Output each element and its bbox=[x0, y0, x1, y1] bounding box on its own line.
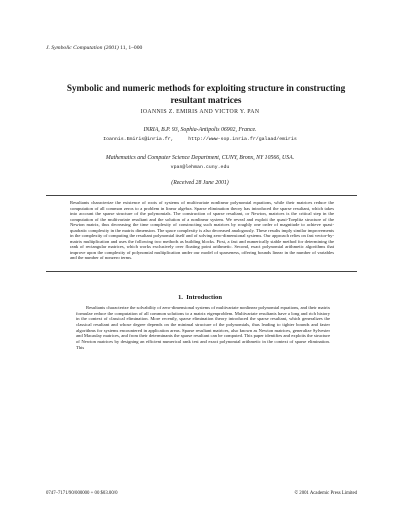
abstract-text: Resultants characterize the existence of roots of systems of multivariate nonlinear polynomial equations, while their matrices reduce the computation of all common zeros to a problem in linear algebra. Sparse elimination theory has introduced the sparse resultant, which takes into account the sparse structure of the polynomials. The construction of sparse resultant, or Newton, matrices is the critical step in the computation of the multivariate resultant and the solution of a nonlinear system. We reveal and exploit the quasi-Toeplitz structure of the Newton matrix, thus decreasing the time complexity of constructing such matrices by roughly one order of magnitude to achieve quasi-quadratic complexity in the matrix dimension. The space complexity is also decreased analogously. These results imply similar improvements in the complexity of computing the resultant polynomial itself and of solving zero-dimensional systems. Our approach relies on fast vector-by-matrix multiplication and uses the following two methods as building blocks. First, a fast and numerically stable method for determining the rank of rectangular matrices, which works exclusively over floating point arithmetic. Second, exact polynomial arithmetic algorithms that improve upon the complexity of polynomial multiplication under our model of sparseness, offering bounds linear in the number of variables and the number of nonzero terms. bbox=[70, 200, 334, 261]
inria-contact-links[interactable]: Ioannis.Emiris@inria.fr, http://www-sop.inria.fr/galaad/emiris bbox=[103, 137, 297, 142]
section-title: Introduction bbox=[186, 294, 223, 301]
affiliation-cuny: Mathematics and Computer Science Department, CUNY, Bronx, NY 10566, USA. bbox=[105, 155, 295, 161]
journal-header bbox=[46, 45, 142, 51]
copyright-notice: © 2001 Academic Press Limited bbox=[294, 491, 357, 496]
authors: IOANNIS Z. EMIRIS AND VICTOR Y. PAN bbox=[140, 109, 260, 115]
abstract-top-rule bbox=[46, 195, 357, 196]
abstract-bottom-rule bbox=[46, 271, 357, 272]
received-date: (Received 28 June 2001) bbox=[171, 180, 229, 186]
cuny-email-link[interactable]: vpan@lehman.cuny.edu bbox=[170, 165, 230, 170]
issn-code: 0747–7171/90/000000 + 00 $03.00/0 bbox=[46, 491, 118, 496]
section-number: 1. bbox=[177, 294, 183, 301]
journal-name: J. Symbolic Computation bbox=[46, 45, 103, 51]
section-heading bbox=[0, 294, 400, 301]
page-footer bbox=[46, 491, 357, 496]
paper-title: Symbolic and numeric methods for exploiting structure in constructing resultant matrices bbox=[66, 83, 346, 105]
journal-volume-pages: 11, 1–000 bbox=[120, 45, 143, 51]
journal-issue: (2001) bbox=[103, 45, 119, 51]
introduction-paragraph: Resultants characterize the solvability of zero-dimensional systems of multivariate nonlinear polynomial equations, and their matrix formulae reduce the computation of all common solutions to a matrix eigenproblem. Multivariate resultants have a long and rich history in the context of classical elimination. More recently, sparse elimination theory introduced the sparse resultant, which generalizes the classical resultant and whose degree depends on the minimal structure of the polynomials, thus leading to tighter bounds and faster algorithms for systems encountered in application areas. Sparse resultant matrices, also known as Newton matrices, generalize Sylvester and Macaulay matrices, and from their determinants the sparse resultant can be computed. This paper identifies and exploits the structure of Newton matrices by designing an efficient numerical rank test and exact polynomial arithmetic in the context of sparse elimination. This bbox=[76, 305, 330, 350]
affiliation-inria: INRIA, B.P. 93, Sophia-Antipolis 06902, France. bbox=[143, 127, 257, 133]
